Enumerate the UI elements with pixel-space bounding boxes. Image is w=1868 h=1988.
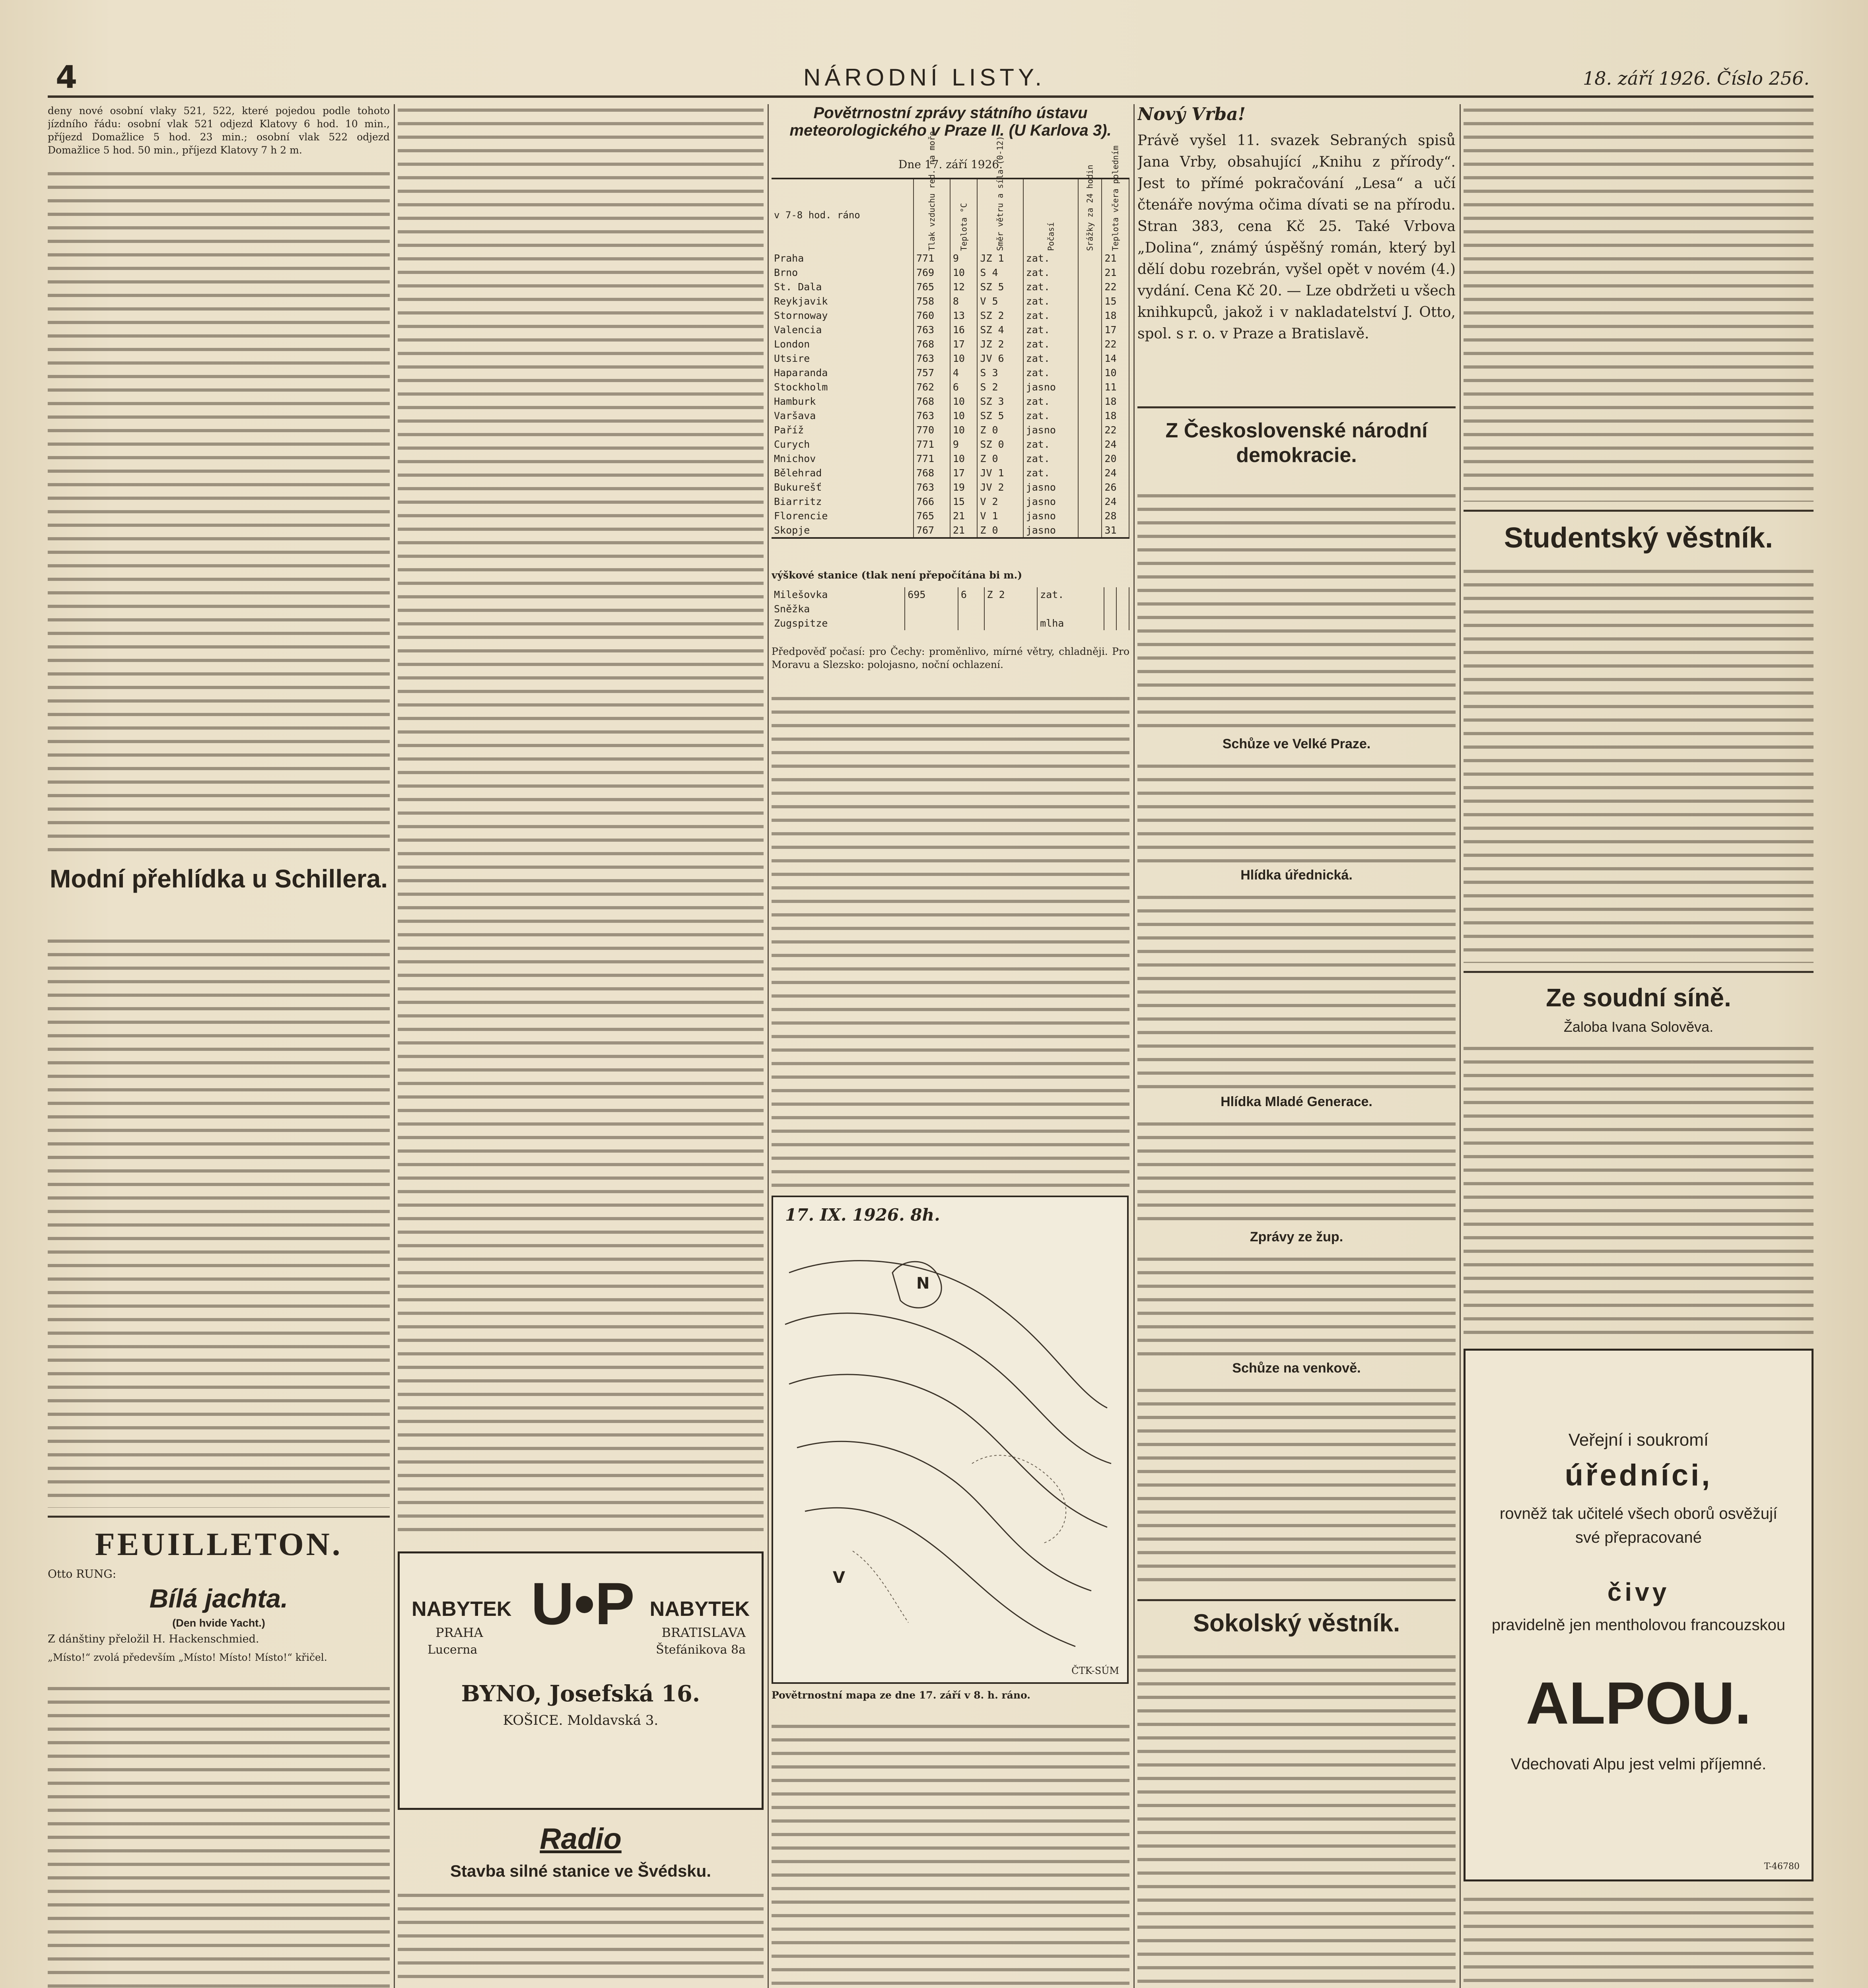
weather-value-p: 763 — [914, 351, 950, 365]
station-name: Praha — [772, 251, 914, 265]
weather-value-ty: 18 — [1102, 308, 1129, 322]
weather-value-wx: zat. — [1023, 351, 1079, 365]
weather-station-row — [772, 587, 1129, 602]
column-1 — [48, 104, 390, 1988]
weather-value-p — [905, 602, 958, 616]
advertisement-vrba-books: Právě vyšel 11. svazek Sebraných spisů Jana Vrby, obsahující „Knihu z přírody“. Jest to přímé pokračování „Lesa“ a učí čtenáře novýma očima dívati se na přírodu. Stran 383, cena Kč 25. Také Vrbova „Dolina“, známý úspěšný román, který byl dělí dobu rozebrán, vyšel opět v novém (4.) vydání. Cena Kč 20. — Lze obdržeti u všech knihkupců, jakož i v nakladatelství J. Otto, spol. s r. o. v Praze a Bratislavě. — [1137, 132, 1456, 342]
weather-value-p: 765 — [914, 509, 950, 523]
weather-value-wind: Z 0 — [977, 523, 1023, 537]
station-name: Haparanda — [772, 365, 914, 380]
weather-value-wind: S 3 — [977, 365, 1023, 380]
weather-value-wind: JZ 1 — [977, 251, 1023, 265]
station-name: Stockholm — [772, 380, 914, 394]
weather-value-ty: 24 — [1102, 437, 1129, 451]
weather-value-wind: JZ 2 — [977, 337, 1023, 351]
heading-feuilleton: FEUILLETON. — [95, 1526, 343, 1562]
station-name: Brno — [772, 265, 914, 280]
weather-value-wx: zat. — [1037, 587, 1104, 602]
station-name: Milešovka — [772, 587, 905, 602]
weather-station-row — [772, 616, 1129, 630]
weather-value-t: 10 — [950, 394, 978, 408]
weather-value-t: 19 — [950, 480, 978, 494]
weather-value-wind: S 2 — [977, 380, 1023, 394]
weather-value-t: 9 — [950, 437, 978, 451]
map-description — [772, 1720, 1129, 1988]
ad-lucerna: Lucerna — [428, 1643, 478, 1657]
heading-stavba-stanice: Stavba silné stanice ve Švédsku. — [450, 1862, 711, 1880]
weather-value-wx: zat. — [1023, 322, 1079, 337]
heading-mlada-generace: Hlídka Mladé Generace. — [1221, 1094, 1372, 1109]
weather-value-wx: mlha — [1037, 616, 1104, 630]
weather-value-wind: S 4 — [977, 265, 1023, 280]
ad-alpa-line5: pravidelně jen mentholovou francouzskou — [1491, 1616, 1786, 1634]
weather-value-t: 9 — [950, 251, 978, 265]
weather-value-r — [1078, 480, 1102, 494]
weather-value-wx: zat. — [1023, 365, 1079, 380]
feuilleton-continued-text — [1464, 1893, 1814, 1988]
party-notices — [1137, 490, 1456, 728]
station-name: Hamburk — [772, 394, 914, 408]
weather-value-wind — [984, 602, 1038, 616]
column-rule — [1133, 104, 1135, 1988]
weather-value-t: 21 — [950, 509, 978, 523]
weather-station-row — [772, 380, 1129, 394]
weather-value-r — [1078, 308, 1102, 322]
heading-schuze-praha: Schůze ve Velké Praze. — [1222, 736, 1371, 751]
subheading-zaloba: Žaloba Ivana Solověva. — [1563, 1019, 1714, 1035]
weather-value-p: 763 — [914, 322, 950, 337]
station-name: Reykjavik — [772, 294, 914, 308]
weather-value-wx: jasno — [1023, 523, 1079, 537]
article-fashion-continued — [398, 104, 764, 1536]
weather-value-ty: 17 — [1102, 322, 1129, 337]
weather-station-row — [772, 451, 1129, 466]
weather-value-p: 695 — [905, 587, 958, 602]
weather-value-t: 17 — [950, 337, 978, 351]
weather-station-row — [772, 437, 1129, 451]
map-high-marker: V — [833, 1569, 845, 1587]
weather-value-r — [1078, 337, 1102, 351]
weather-value-wind: JV 6 — [977, 351, 1023, 365]
weather-value-wind: Z 2 — [984, 587, 1038, 602]
weather-value-wx: zat. — [1023, 308, 1079, 322]
station-name: St. Dala — [772, 280, 914, 294]
weather-station-row — [772, 423, 1129, 437]
weather-header-row — [772, 179, 1129, 251]
ad-alpa-line1: Veřejní i soukromí — [1568, 1430, 1709, 1450]
weather-report-text — [772, 693, 1129, 1190]
map-caption: Povětrnostní mapa ze dne 17. září v 8. h. ráno. — [772, 1689, 1030, 1701]
weather-station-row — [772, 602, 1129, 616]
weather-map — [772, 1196, 1129, 1684]
weather-value-p — [905, 616, 958, 630]
masthead-title: NÁRODNÍ LISTY. — [803, 64, 1046, 91]
weather-value-p: 771 — [914, 251, 950, 265]
weather-station-row — [772, 480, 1129, 494]
weather-value-wx: zat. — [1023, 408, 1079, 423]
feuilleton-subtitle: (Den hvide Yacht.) — [172, 1617, 265, 1629]
weather-value-t: 6 — [950, 380, 978, 394]
weather-value-t — [958, 616, 984, 630]
weather-value-ty: 28 — [1102, 509, 1129, 523]
weather-forecast: Předpověď počasí: pro Čechy: proměnlivo, mírné větry, chladněji. Pro Moravu a Slezsko: polojasno, noční ochlazení. — [772, 646, 1129, 670]
station-name: Bukurešť — [772, 480, 914, 494]
article-text-block — [48, 935, 390, 1508]
station-name: Mnichov — [772, 451, 914, 466]
feuilleton-translator: Z dánštiny přeložil H. Hackenschmied. — [48, 1633, 259, 1645]
weather-value-ty: 15 — [1102, 294, 1129, 308]
weather-value-p: 768 — [914, 394, 950, 408]
weather-value-t: 10 — [950, 451, 978, 466]
weather-value-p: 771 — [914, 437, 950, 451]
weather-value-r — [1078, 423, 1102, 437]
weather-value-r — [1078, 380, 1102, 394]
advertisement-alpa — [1464, 1349, 1814, 1881]
weather-header-cell: Tlak vzduchu red. na moře — [914, 179, 950, 251]
weather-station-row — [772, 251, 1129, 265]
student-notices — [1464, 565, 1814, 963]
weather-value-r — [1078, 451, 1102, 466]
heading-hlidka-urednicka: Hlídka úřednická. — [1240, 868, 1353, 883]
heading-schuze-venkov: Schůze na venkově. — [1232, 1361, 1361, 1376]
weather-station-row — [772, 294, 1129, 308]
weather-value-t: 4 — [950, 365, 978, 380]
weather-value-r — [1078, 466, 1102, 480]
page-header — [48, 60, 1814, 98]
weather-value-wx: zat. — [1023, 294, 1079, 308]
weather-station-row — [772, 365, 1129, 380]
station-name: Valencia — [772, 322, 914, 337]
weather-value-t: 8 — [950, 294, 978, 308]
weather-value-ty — [1116, 616, 1129, 630]
weather-value-p: 762 — [914, 380, 950, 394]
feuilleton-title: Bílá jachta. — [149, 1584, 288, 1613]
weather-col-label: v 7-8 hod. ráno — [772, 179, 914, 251]
weather-value-ty: 24 — [1102, 494, 1129, 509]
weather-station-row — [772, 351, 1129, 365]
weather-header-cell: Počasí — [1023, 179, 1079, 251]
weather-value-wind: SZ 4 — [977, 322, 1023, 337]
weather-value-t: 10 — [950, 408, 978, 423]
district-notices — [1137, 1253, 1456, 1357]
youth-notices — [1137, 1118, 1456, 1225]
weather-value-t: 10 — [950, 265, 978, 280]
weather-value-wx: zat. — [1023, 337, 1079, 351]
ad-nabytek-right: NABYTEK — [649, 1598, 750, 1621]
weather-value-wx: zat. — [1023, 437, 1079, 451]
weather-value-p: 768 — [914, 466, 950, 480]
weather-value-p: 757 — [914, 365, 950, 380]
weather-value-ty: 24 — [1102, 466, 1129, 480]
ad-alpa-line2: úředníci, — [1565, 1458, 1712, 1492]
heading-sokolsky-vestnik: Sokolský věstník. — [1193, 1609, 1400, 1637]
weather-header-cell: Teplota °C — [950, 179, 978, 251]
weather-value-ty: 31 — [1102, 523, 1129, 537]
advertisement-up-nabytek — [398, 1551, 764, 1810]
weather-value-p: 767 — [914, 523, 950, 537]
weather-value-r — [1104, 616, 1117, 630]
weather-value-p: 771 — [914, 451, 950, 466]
weather-value-t: 21 — [950, 523, 978, 537]
heading-radio: Radio — [540, 1822, 622, 1855]
weather-value-r — [1078, 265, 1102, 280]
rural-meeting-list — [1137, 1384, 1456, 1591]
coastline — [972, 1455, 1066, 1543]
weather-station-row — [772, 322, 1129, 337]
weather-value-ty: 14 — [1102, 351, 1129, 365]
weather-value-ty: 21 — [1102, 265, 1129, 280]
map-credit: ČTK-SÚM — [1071, 1665, 1119, 1676]
weather-value-r — [1078, 251, 1102, 265]
weather-value-p: 770 — [914, 423, 950, 437]
weather-value-wx: zat. — [1023, 466, 1079, 480]
weather-value-r — [1078, 408, 1102, 423]
issue-date: 18. září 1926. Číslo 256. — [1582, 68, 1810, 89]
weather-value-r — [1078, 394, 1102, 408]
weather-high-table — [772, 587, 1129, 630]
weather-station-row — [772, 494, 1129, 509]
section-divider — [1464, 510, 1814, 512]
heading-zpravy-zup: Zprávy ze žup. — [1250, 1229, 1343, 1244]
weather-value-wx: jasno — [1023, 480, 1079, 494]
weather-value-ty: 22 — [1102, 423, 1129, 437]
column-3 — [772, 104, 1129, 1988]
weather-value-r — [1078, 437, 1102, 451]
weather-value-ty: 26 — [1102, 480, 1129, 494]
weather-station-row — [772, 466, 1129, 480]
ad-alpa-line6: Vdechovati Alpu jest velmi příjemné. — [1510, 1755, 1767, 1773]
weather-value-wind: SZ 3 — [977, 394, 1023, 408]
weather-value-t: 10 — [950, 423, 978, 437]
heading-novy-vrba: Nový Vrba! — [1137, 104, 1246, 124]
weather-station-row — [772, 394, 1129, 408]
column-rule — [768, 104, 769, 1988]
weather-value-r — [1078, 322, 1102, 337]
weather-value-t: 10 — [950, 351, 978, 365]
isobar-line — [789, 1261, 1107, 1408]
ad-alpa-code: T-46780 — [1764, 1862, 1800, 1872]
heading-demokracie: Z Československé národní demokracie. — [1165, 419, 1428, 467]
ad-kosice: KOŠICE. Moldavská 3. — [503, 1712, 659, 1728]
section-divider — [1464, 971, 1814, 973]
section-divider — [1137, 406, 1456, 408]
station-name: London — [772, 337, 914, 351]
ad-city-bratislava: BRATISLAVA — [661, 1625, 746, 1640]
heading-weather-report: Povětrnostní zprávy státního ústavu meteorologického v Praze II. (U Karlova 3). — [789, 104, 1112, 139]
station-name: Varšava — [772, 408, 914, 423]
article-radio-sweden — [398, 1889, 764, 1988]
station-name: Bělehrad — [772, 466, 914, 480]
feuilleton-text-block — [48, 1683, 390, 1988]
coastline — [853, 1551, 908, 1623]
heading-soudni-sin: Ze soudní síně. — [1546, 983, 1731, 1012]
weather-value-wx: zat. — [1023, 251, 1079, 265]
weather-value-wx: jasno — [1023, 494, 1079, 509]
weather-value-r — [1104, 602, 1117, 616]
weather-value-r — [1078, 351, 1102, 365]
weather-value-r — [1078, 494, 1102, 509]
weather-value-r — [1104, 587, 1117, 602]
weather-value-r — [1078, 365, 1102, 380]
map-title: 17. IX. 1926. 8h. — [785, 1205, 940, 1225]
weather-value-wind: SZ 0 — [977, 437, 1023, 451]
column-rule — [1460, 104, 1461, 1988]
weather-station-row — [772, 308, 1129, 322]
sokol-notices — [1137, 1651, 1456, 1988]
column-rule — [394, 104, 395, 1988]
weather-value-ty: 11 — [1102, 380, 1129, 394]
weather-value-t: 16 — [950, 322, 978, 337]
column-2 — [398, 104, 764, 1988]
station-name: Biarritz — [772, 494, 914, 509]
ad-alpa-brand: ALPOU. — [1526, 1670, 1751, 1736]
article-text-block — [48, 168, 390, 856]
weather-station-row — [772, 337, 1129, 351]
station-name: Stornoway — [772, 308, 914, 322]
weather-value-t: 13 — [950, 308, 978, 322]
officials-notices — [1137, 891, 1456, 1090]
weather-value-r — [1078, 523, 1102, 537]
weather-value-p: 760 — [914, 308, 950, 322]
weather-station-row — [772, 509, 1129, 523]
weather-value-wx: jasno — [1023, 509, 1079, 523]
weather-value-wind: SZ 2 — [977, 308, 1023, 322]
weather-value-wx: jasno — [1023, 423, 1079, 437]
court-report — [1464, 1043, 1814, 1337]
column-4 — [1137, 104, 1456, 1988]
weather-value-t: 17 — [950, 466, 978, 480]
column-5 — [1464, 104, 1814, 1988]
weather-value-t — [958, 602, 984, 616]
section-divider — [48, 1516, 390, 1518]
station-name: Utsire — [772, 351, 914, 365]
weather-value-r — [1078, 280, 1102, 294]
weather-value-p: 769 — [914, 265, 950, 280]
station-name: Curych — [772, 437, 914, 451]
weather-value-ty — [1116, 602, 1129, 616]
weather-value-wind: JV 2 — [977, 480, 1023, 494]
ad-city-praha: PRAHA — [435, 1625, 483, 1640]
weather-value-wx — [1037, 602, 1104, 616]
weather-high-stations — [772, 587, 1129, 630]
weather-value-ty: 22 — [1102, 337, 1129, 351]
weather-header-cell: Srážky za 24 hodin — [1078, 179, 1102, 251]
ad-bottom-line: BYNO, Josefská 16. — [461, 1681, 700, 1707]
heading-studentsky-vestnik: Studentský věstník. — [1504, 522, 1773, 554]
weather-value-p: 763 — [914, 480, 950, 494]
weather-value-t: 6 — [958, 587, 984, 602]
weather-value-wx: zat. — [1023, 265, 1079, 280]
weather-header-cell: Směr větru a síla (0-12) — [977, 179, 1023, 251]
weather-value-wx: jasno — [1023, 380, 1079, 394]
ad-nabytek-left: NABYTEK — [412, 1598, 512, 1621]
weather-value-wind — [984, 616, 1038, 630]
page-number: 4 — [56, 60, 78, 95]
meeting-notices — [1137, 760, 1456, 864]
map-low-marker: N — [916, 1274, 930, 1293]
weather-header-cell: Teplota včera poledním — [1102, 179, 1129, 251]
ad-alpa-line4: čivy — [1607, 1578, 1670, 1606]
weather-station-row — [772, 408, 1129, 423]
weather-value-wind: SZ 5 — [977, 408, 1023, 423]
feuilleton-author: Otto RUNG: — [48, 1567, 117, 1580]
weather-value-p: 766 — [914, 494, 950, 509]
feuilleton-opening: „Místo!“ zvolá především „Místo! Místo! Místo!“ křičel. — [48, 1652, 327, 1663]
weather-value-ty: 18 — [1102, 394, 1129, 408]
station-name: Skopje — [772, 523, 914, 537]
heading-modni-prehlidka: Modní přehlídka u Schillera. — [50, 864, 388, 893]
weather-value-wind: Z 0 — [977, 451, 1023, 466]
isobar-line — [805, 1508, 1075, 1646]
weather-value-p: 765 — [914, 280, 950, 294]
weather-high-subhead: výškové stanice (tlak není přepočítána bi m.) — [772, 569, 1022, 581]
station-name: Sněžka — [772, 602, 905, 616]
weather-value-wind: V 2 — [977, 494, 1023, 509]
weather-value-p: 763 — [914, 408, 950, 423]
weather-value-wind: SZ 5 — [977, 280, 1023, 294]
weather-value-p: 758 — [914, 294, 950, 308]
weather-value-ty: 22 — [1102, 280, 1129, 294]
ad-alpa-line3: rovněž tak učitelé všech oborů osvěžují své přepracované — [1499, 1505, 1778, 1546]
weather-value-ty: 20 — [1102, 451, 1129, 466]
weather-date: Dne 17. září 1926. — [898, 158, 1003, 171]
weather-value-r — [1078, 294, 1102, 308]
isobar-map-svg — [773, 1225, 1123, 1678]
weather-value-wx: zat. — [1023, 451, 1079, 466]
weather-value-r — [1078, 509, 1102, 523]
ad-street: Štefánikova 8a — [656, 1643, 746, 1657]
weather-station-row — [772, 280, 1129, 294]
article-text-block — [1464, 104, 1814, 502]
weather-value-wx: zat. — [1023, 280, 1079, 294]
weather-value-wind: V 5 — [977, 294, 1023, 308]
station-name: Paříž — [772, 423, 914, 437]
weather-value-ty: 18 — [1102, 408, 1129, 423]
ad-up-logo: U•P — [531, 1570, 635, 1637]
weather-station-row — [772, 523, 1129, 537]
weather-value-wind: Z 0 — [977, 423, 1023, 437]
weather-station-row — [772, 265, 1129, 280]
isobar-line — [789, 1375, 1107, 1527]
section-divider — [1137, 1599, 1456, 1601]
weather-value-p: 768 — [914, 337, 950, 351]
weather-value-wx: zat. — [1023, 394, 1079, 408]
weather-value-wind: V 1 — [977, 509, 1023, 523]
station-name: Zugspitze — [772, 616, 905, 630]
weather-value-ty: 10 — [1102, 365, 1129, 380]
weather-value-wind: JV 1 — [977, 466, 1023, 480]
weather-value-t: 12 — [950, 280, 978, 294]
article-train-schedule: deny nové osobní vlaky 521, 522, které pojedou podle tohoto jízdního řádu: osobní vlak 521 odjezd Klatovy 6 hod. 10 min., příjezd Domažlice 5 hod. 23 min.; osobní vlak 522 odjezd Domažlice 5 hod. 50 min., příjezd Klatovy 7 h 2 m. — [48, 105, 390, 156]
weather-value-ty: 21 — [1102, 251, 1129, 265]
weather-value-t: 15 — [950, 494, 978, 509]
weather-value-ty — [1116, 587, 1129, 602]
station-name: Florencie — [772, 509, 914, 523]
